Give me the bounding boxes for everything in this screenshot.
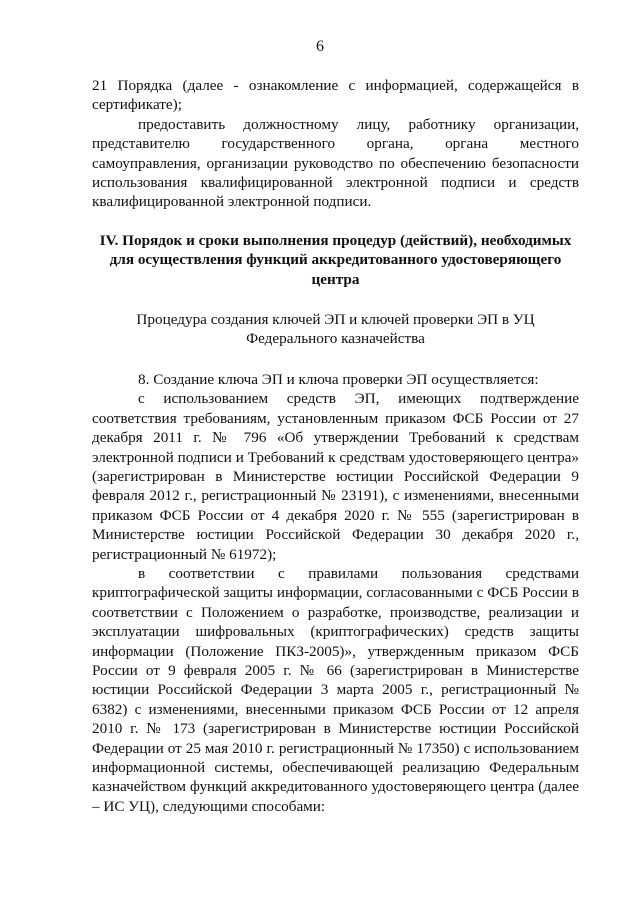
paragraph-item-8: 8. Создание ключа ЭП и ключа проверки ЭП осуществляется: bbox=[138, 370, 539, 388]
document-body bbox=[92, 76, 579, 816]
section-heading: IV. Порядок и сроки выполнения процедур (действий), необходимых для осуществления функций аккредитованного удостоверяющего центра bbox=[99, 231, 572, 288]
procedure-subheading: Процедура создания ключей ЭП и ключей проверки ЭП в УЦ Федерального казначейства bbox=[136, 311, 535, 348]
paragraph-es-tools-requirements: с использованием средств ЭП, имеющих подтверждение соответствия требованиям, установленным приказом ФСБ России от 27 декабря 2011 г. № 796 «Об утверждении Требований к средствам электронной подписи и Требований к средствам удостоверяющего центра» (зарегистрирован в Министерстве юстиции Российской Федерации 9 февраля 2012 г., регистрационный № 23191), с изменениями, внесенными приказом ФСБ России от 4 декабря 2020 г. № 555 (зарегистрирован в Министерстве юстиции Российской Федерации 30 декабря 2020 г., регистрационный № 61972); bbox=[92, 390, 579, 563]
paragraph-provide-guidance: предоставить должностному лицу, работнику организации, представителю государственного органа, органа местного самоуправления, организации руководство по обеспечению безопасности использования квалифицированной электронной подписи и средств квалифицированной электронной подписи. bbox=[92, 115, 579, 211]
paragraph-consent-continuation: 21 Порядка (далее - ознакомление с информацией, содержащейся в сертификате); bbox=[92, 77, 579, 114]
paragraph-crypto-rules: в соответствии с правилами пользования средствами криптографической защиты информации, согласованными с ФСБ России в соответствии с Положением о разработке, производстве, реализации и эксплуатации шифровальных (криптографических) средств защиты информации (Положение ПКЗ-2005)», утвержденным приказом ФСБ России от 9 февраля 2005 г. № 66 (зарегистрирован в Министерстве юстиции Российской Федерации 3 марта 2005 г., регистрационный № 6382) с изменениями, внесенными приказом ФСБ России от 12 апреля 2010 г. № 173 (зарегистрирован в Министерстве юстиции Российской Федерации от 25 мая 2010 г. регистрационный № 17350) с использованием информационной системы, обеспечивающей реализацию Федеральным казначейством функций аккредитованного удостоверяющего центра (далее – ИС УЦ), следующими способами: bbox=[92, 564, 579, 815]
page-number: 6 bbox=[316, 38, 324, 55]
